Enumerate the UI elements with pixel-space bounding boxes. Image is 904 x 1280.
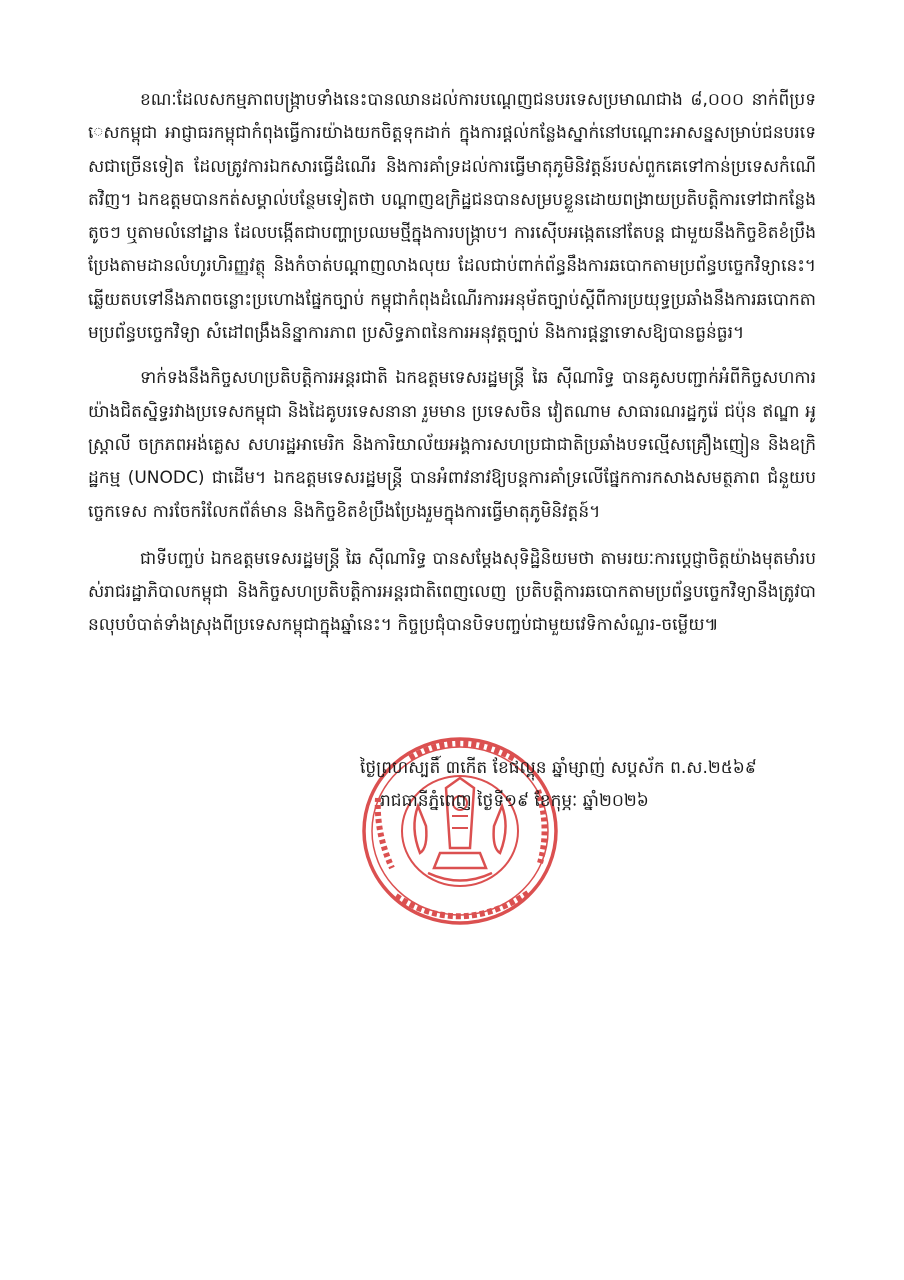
place-date: រាជធានីភ្នំពេញ ថ្ងៃទី១៩ ខែកុម្ភៈ ឆ្នាំ២០២៦ [380,791,649,811]
lunar-date: ថ្ងៃព្រហស្បតិ៍ ៣កើត ខែផល្គុន ឆ្នាំម្សាញ់ សប្តស័ក ព.ស.២៥៦៩ [360,758,757,778]
document-body [88,84,816,657]
paragraph-crackdown: ខណៈដែលសកម្មភាពបង្ក្រាបទាំងនេះបានឈានដល់ការបណ្ដេញជនបរទេសប្រមាណជាង ៨,០០០ នាក់ពីប្រទេសកម្ពុជា អាជ្ញាធរកម្ពុជាកំពុងធ្វើការយ៉ាងយកចិត្តទុកដាក់ ក្នុងការផ្តល់កន្លែងស្នាក់នៅបណ្ដោះអាសន្នសម្រាប់ជនបរទេសជាច្រើនទៀត ដែលត្រូវការឯកសារធ្វើដំណើរ និងការគាំទ្រដល់ការធ្វើមាតុភូមិនិវត្តន៍របស់ពួកគេទៅកាន់ប្រទេសកំណើតវិញ។ ឯកឧត្តមបានកត់សម្គាល់បន្ថែមទៀតថា បណ្ដាញឧក្រិដ្ឋជនបានសម្របខ្លួនដោយពង្រាយប្រតិបត្តិការទៅជាកន្លែងតូចៗ ឬតាមលំនៅដ្ឋាន ដែលបង្កើតជាបញ្ហាប្រឈមថ្មីក្នុងការបង្ក្រាប។ ការស៊ើបអង្កេតនៅតែបន្ត ជាមួយនឹងកិច្ចខិតខំប្រឹងប្រែងតាមដានលំហូរហិរញ្ញវត្ថុ និងកំចាត់បណ្ដាញលាងលុយ ដែលជាប់ពាក់ព័ន្ធនឹងការឆបោកតាមប្រព័ន្ធបច្ចេកវិទ្យានេះ។ ឆ្លើយតបទៅនឹងភាពចន្លោះប្រហោងផ្នែកច្បាប់ កម្ពុជាកំពុងដំណើរការអនុម័តច្បាប់ស្ដីពីការប្រយុទ្ធប្រឆាំងនឹងការឆបោកតាមប្រព័ន្ធបច្ចេកវិទ្យា សំដៅពង្រឹងនិន្នាការភាព ប្រសិទ្ធភាពនៃការអនុវត្តច្បាប់ និងការផ្ដន្ទាទោសឱ្យបានធ្ងន់ធ្ងរ។ [88,90,816,344]
paragraph-international-cooperation: ទាក់ទងនឹងកិច្ចសហប្រតិបត្តិការអន្តរជាតិ ឯកឧត្តមទេសរដ្ឋមន្ត្រី ឆៃ ស៊ីណារិទ្ធ បានគូសបញ្ជាក់អំពីកិច្ចសហការយ៉ាងជិតស្និទ្ធរវាងប្រទេសកម្ពុជា និងដៃគូបរទេសនានា រួមមាន ប្រទេសចិន វៀតណាម សាធារណរដ្ឋកូរ៉េ ជប៉ុន ឥណ្ឌា អូស្ត្រាលី ចក្រភពអង់គ្លេស សហរដ្ឋអាមេរិក និងការិយាល័យអង្គការសហប្រជាជាតិប្រឆាំងបទល្មើសគ្រឿងញៀន និងឧក្រិដ្ឋកម្ម (UNODC) ជាដើម។ ឯកឧត្តមទេសរដ្ឋមន្ត្រី បានអំពាវនាវឱ្យបន្តការគាំទ្រលើផ្នែកការកសាងសមត្ថភាព ជំនួយបច្ចេកទេស ការចែករំលែកព័ត៌មាន និងកិច្ចខិតខំប្រឹងប្រែងរួមក្នុងការធ្វើមាតុភូមិនិវត្តន៍។ [88,368,816,522]
paragraph-conclusion: ជាទីបញ្ចប់ ឯកឧត្តមទេសរដ្ឋមន្ត្រី ឆៃ ស៊ីណារិទ្ធ បានសម្ដែងសុទិដ្ឋិនិយមថា តាមរយៈការប្ដេជ្ញាចិត្តយ៉ាងមុតមាំរបស់រាជរដ្ឋាភិបាលកម្ពុជា និងកិច្ចសហប្រតិបត្តិការអន្តរជាតិពេញលេញ ប្រតិបត្តិការឆបោកតាមប្រព័ន្ធបច្ចេកវិទ្យានឹងត្រូវបានលុបបំបាត់ទាំងស្រុងពីប្រទេសកម្ពុជាក្នុងឆ្នាំនេះ។ កិច្ចប្រជុំបានបិទបញ្ចប់ជាមួយវេទិកាសំណួរ-ចម្លើយ៕ [88,548,816,636]
signature-block [360,752,820,818]
